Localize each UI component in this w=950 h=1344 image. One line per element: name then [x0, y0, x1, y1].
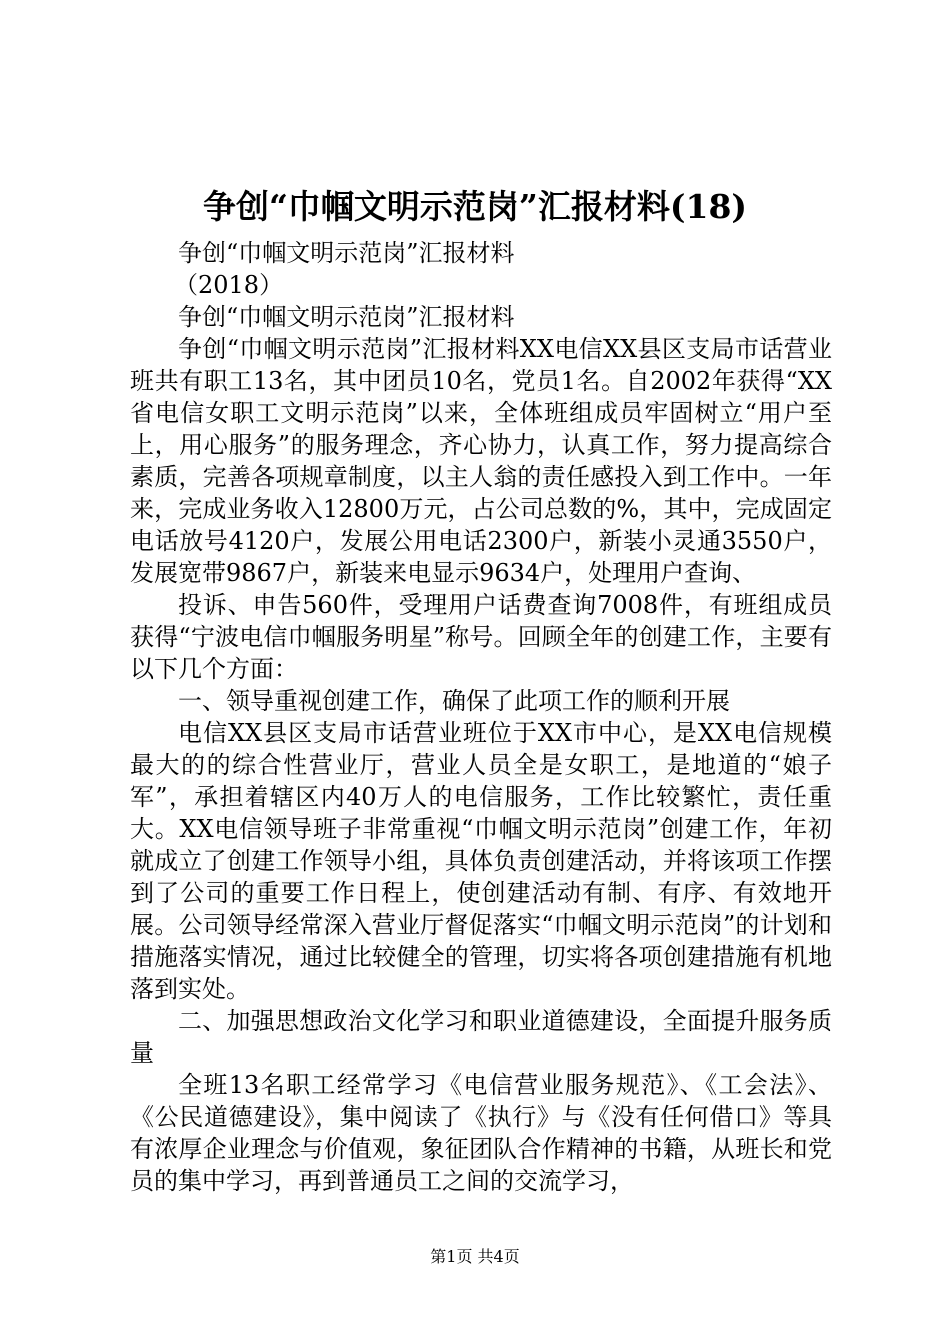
subtitle-line: 争创“巾帼文明示范岗”汇报材料 [178, 239, 515, 267]
body-paragraph-section-2: 全班13名职工经常学习《电信营业服务规范》、《工会法》、《公民道德建设》，集中阅读了《执行》与《没有任何借口》等具有浓厚企业理念与价值观，象征团队合作精神的书籍，从班长和党员的集中学习，再到普通员工之间的交流学习， [130, 1071, 832, 1195]
subtitle-line-repeat: 争创“巾帼文明示范岗”汇报材料 [178, 303, 515, 331]
year-line: （2018） [174, 271, 284, 299]
body-paragraph-intro: 争创“巾帼文明示范岗”汇报材料XX电信XX县区支局市话营业班共有职工13名，其中团员10名，党员1名。自2002年获得“XX省电信女职工文明示范岗”以来，全体班组成员牢固树立“用户至上，用心服务”的服务理念，齐心协力，认真工作，努力提高综合素质，完善各项规章制度，以主人翁的责任感投入到工作中。一年来，完成业务收入12800万元，占公司总数的%，其中，完成固定电话放号4120户，发展公用电话2300户，新装小灵通3550户，发展宽带9867户，新装来电显示9634户，处理用户查询、 [130, 335, 832, 587]
document-title: 争创“巾帼文明示范岗”汇报材料(18) [202, 187, 748, 226]
page-number-footer: 第1页 共4页 [430, 1247, 520, 1266]
body-paragraph-section-1: 电信XX县区支局市话营业班位于XX市中心，是XX电信规模最大的的综合性营业厅，营业人员全是女职工，是地道的“娘子军”，承担着辖区内40万人的电信服务，工作比较繁忙，责任重大。XX电信领导班子非常重视“巾帼文明示范岗”创建工作，年初就成立了创建工作领导小组，具体负责创建活动，并将该项工作摆到了公司的重要工作日程上，使创建活动有制、有序、有效地开展。公司领导经常深入营业厅督促落实“巾帼文明示范岗”的计划和措施落实情况，通过比较健全的管理，切实将各项创建措施有机地落到实处。 [130, 719, 832, 1003]
document-body [130, 237, 832, 1197]
section-heading-1: 一、领导重视创建工作，确保了此项工作的顺利开展 [178, 687, 730, 715]
body-paragraph-summary: 投诉、申告560件，受理用户话费查询7008件，有班组成员获得“宁波电信巾帼服务明星”称号。回顾全年的创建工作，主要有以下几个方面： [130, 591, 832, 683]
section-heading-2: 二、加强思想政治文化学习和职业道德建设，全面提升服务质量 [130, 1007, 832, 1067]
